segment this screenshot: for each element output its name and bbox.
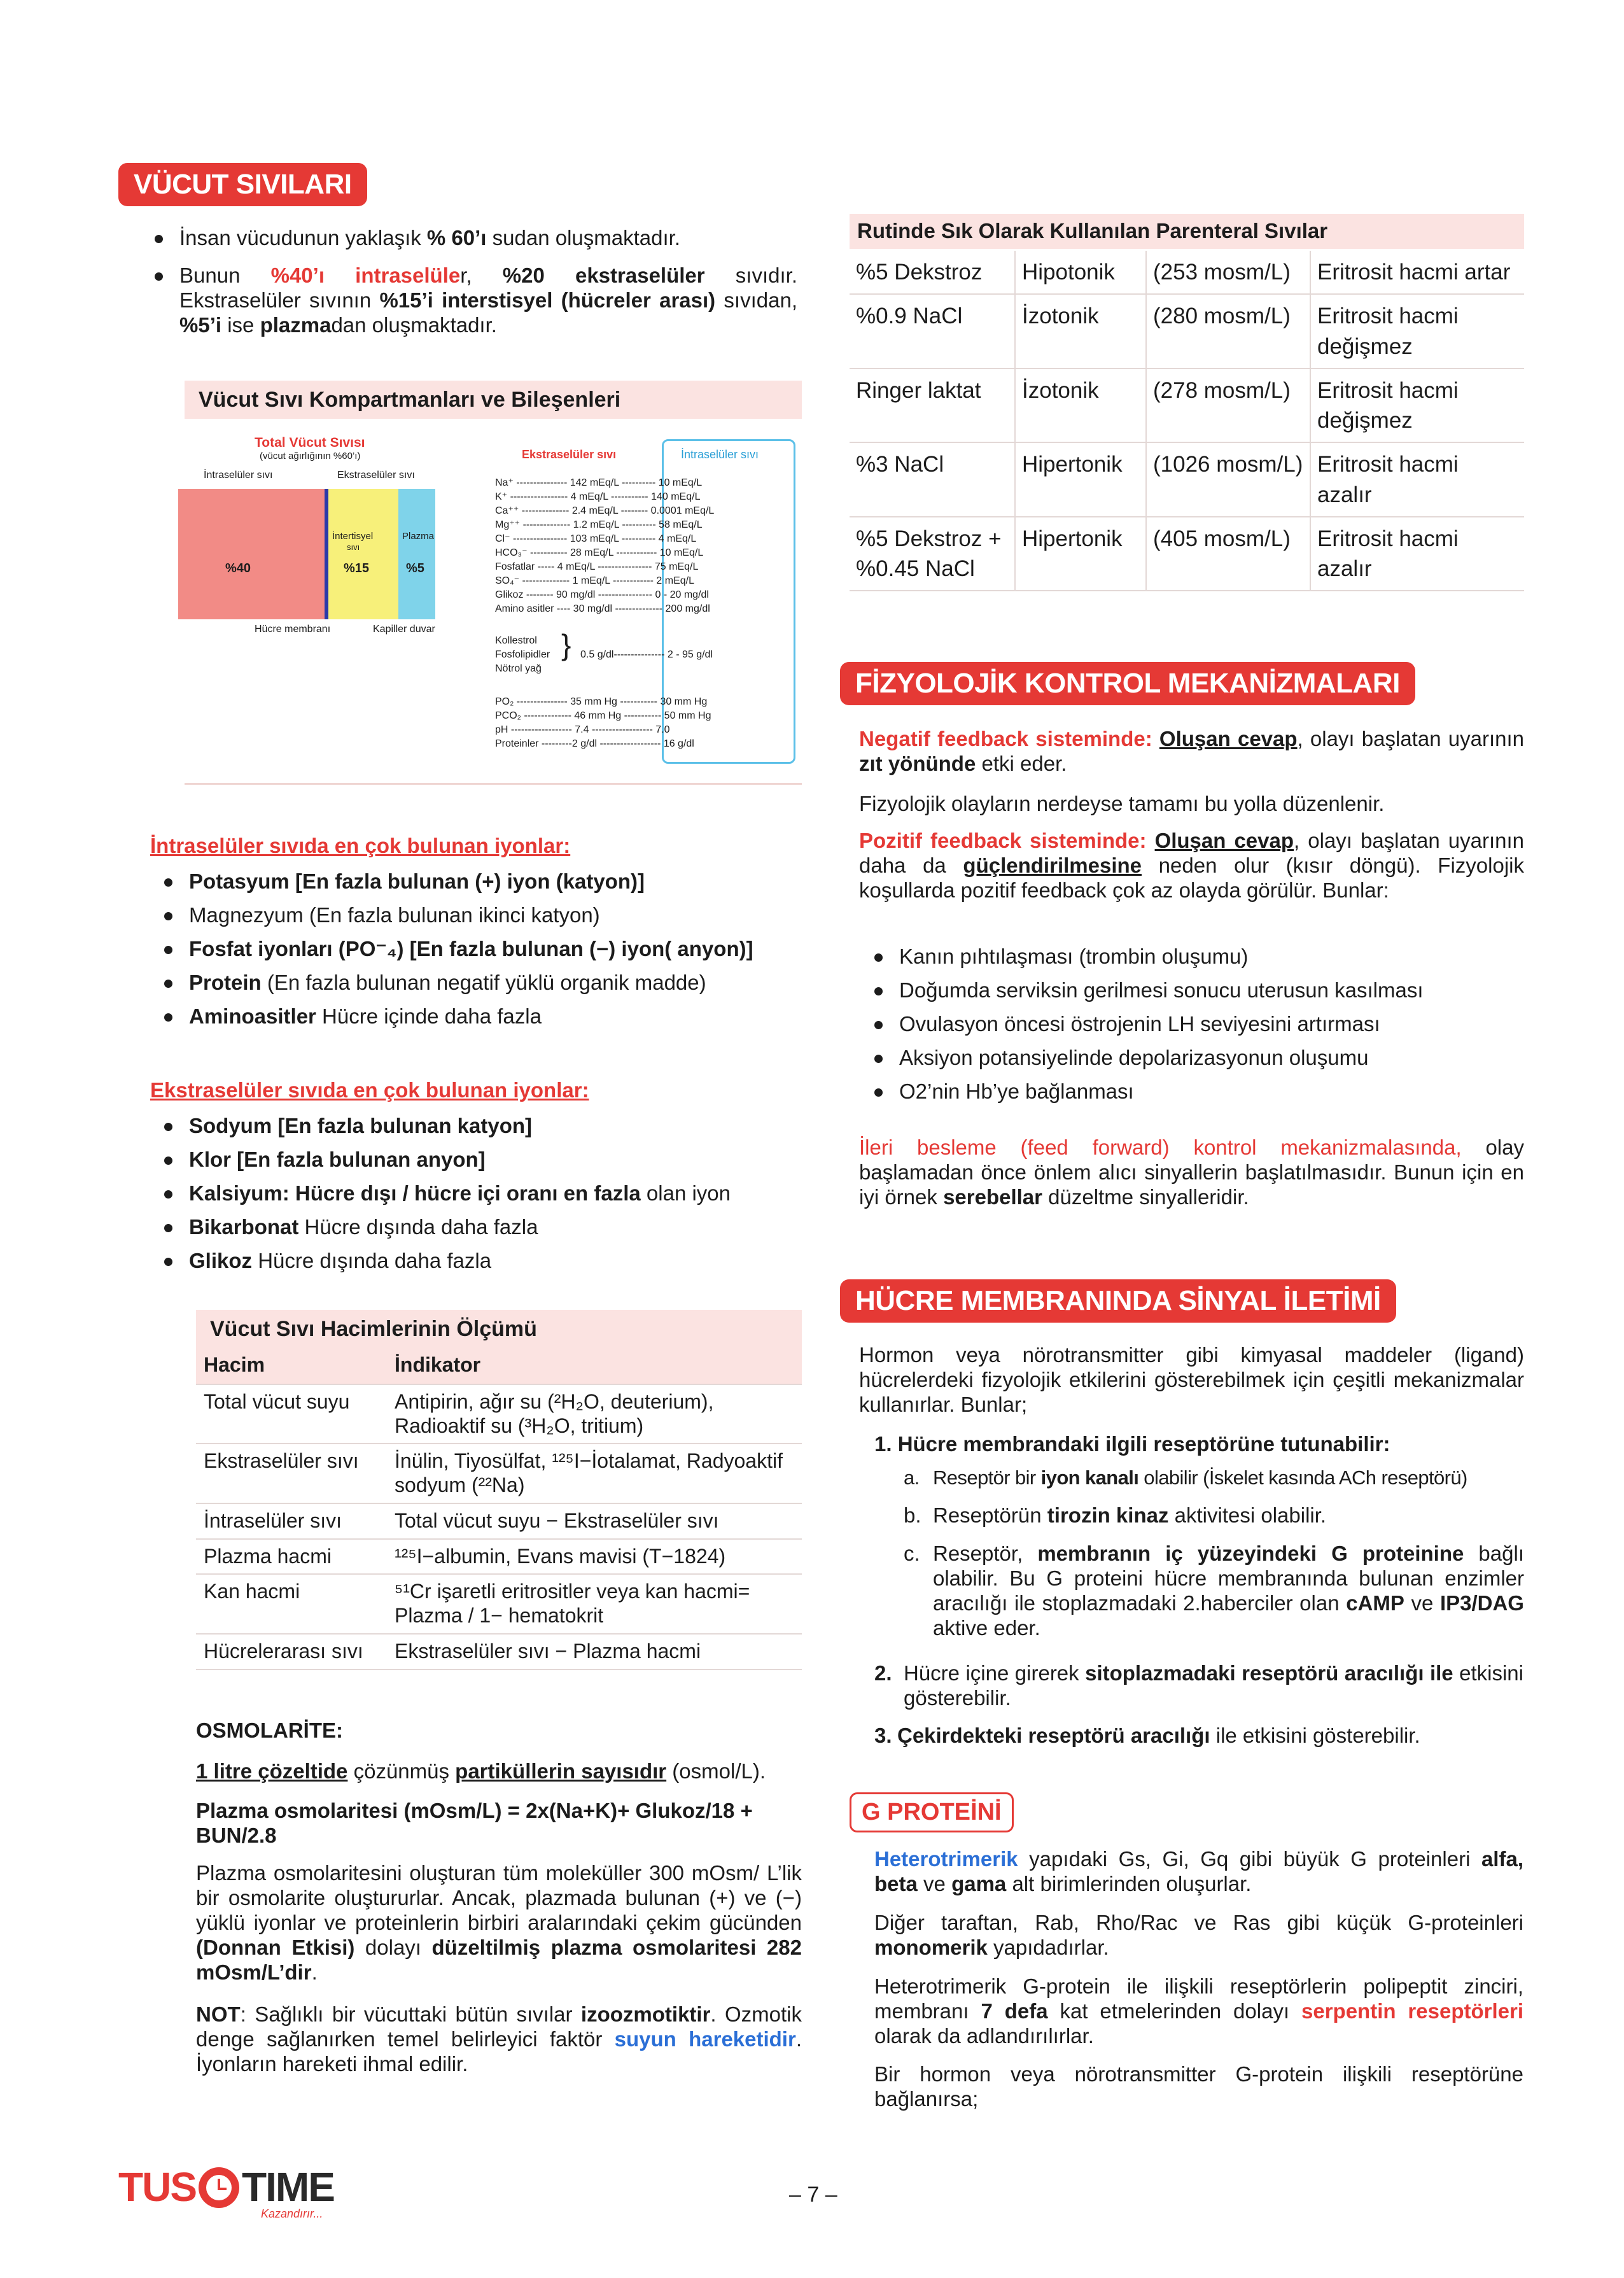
logo-text-time: TIME: [242, 2164, 334, 2211]
fig-col-extra: Ekstraselüler sıvı: [522, 448, 617, 461]
table-cell: Antipirin, ağır su (²H₂O, deuterium), Radioaktif su (³H₂O, tritium): [387, 1384, 802, 1444]
clock-icon: [199, 2167, 239, 2208]
table-cell: Eritrosit hacmi değişmez: [1310, 369, 1524, 443]
gas-row: PO₂ --------------- 35 mm Hg ----------- 30 mm Hg: [495, 696, 708, 707]
ion-row: Ca⁺⁺ -------------- 2.4 mEq/L -------- 0.0001 mEq/L: [495, 505, 715, 516]
ion-row: Mg⁺⁺ -------------- 1.2 mEq/L ---------- 58 mEq/L: [495, 519, 703, 530]
signal-intro: Hormon veya nörotransmitter gibi kimyasal maddeler (ligand) hücrelerdeki fizyolojik etkilerini gösterebilmek için çeşitli mekanizmalar kullanırlar. Bunlar;: [859, 1343, 1524, 1416]
table-row: [850, 294, 1524, 369]
fig-p15: %15: [344, 561, 370, 575]
gas-row: pH ------------------ 7.4 ------------------ 7.0: [495, 724, 670, 735]
section-title-fizyolojik: FİZYOLOJİK KONTROL MEKANİZMALARI: [840, 662, 1415, 705]
table-cell: Total vücut suyu: [196, 1384, 387, 1444]
list-item: Klor [En fazla bulunan anyon]: [164, 1148, 807, 1172]
osmolarite-definition: 1 litre çözeltide çözünmüş partiküllerin sayısıdır (osmol/L).: [196, 1759, 766, 1783]
ion-row: Amino asitler ---- 30 mg/dl -------------- 200 mg/dl: [495, 603, 710, 614]
table-cell: Hücrelerarası sıvı: [196, 1634, 387, 1670]
plasma-block: [398, 489, 435, 619]
bullet-dot: [164, 1157, 172, 1165]
table-row: [196, 1503, 802, 1539]
logo-text-tus: TUS: [118, 2164, 196, 2211]
table-row: [850, 442, 1524, 517]
fig-capillary-label: Kapiller duvar: [373, 624, 435, 635]
table-cell: Hipertonik: [1015, 517, 1146, 591]
osmolarite-formula: Plazma osmolaritesi (mOsm/L) = 2x(Na+K)+ Glukoz/18 + BUN/2.8: [196, 1799, 753, 1847]
g-protein-p1: Heterotrimerik yapıdaki Gs, Gi, Gq gibi büyük G proteinleri alfa, beta ve gama alt birimlerinden oluşurlar.: [874, 1847, 1523, 1895]
list-item: Kalsiyum: Hücre dışı / hücre içi oranı en fazla olan iyon: [164, 1181, 807, 1206]
table-cell: Hipertonik: [1015, 442, 1146, 517]
fig-p40: %40: [225, 561, 251, 575]
extra-ions-heading: Ekstraselüler sıvıda en çok bulunan iyonlar:: [150, 1078, 589, 1102]
table-cell: (405 mosm/L): [1146, 517, 1310, 591]
table-row: [196, 1384, 802, 1444]
table-header-row: [196, 1347, 802, 1384]
bullet-dot: [164, 912, 172, 920]
table-cell: %0.9 NaCl: [850, 294, 1015, 369]
lipid-name: Nötrol yağ: [495, 663, 542, 674]
osmolarite-note: NOT: Sağlıklı bir vücuttaki bütün sıvılar izoozmotiktir. Ozmotik denge sağlanırken temel belirleyici faktör suyun hareketidir. İyonların hareketi ihmal edilir.: [196, 2002, 802, 2076]
bullet-dot: [164, 1123, 172, 1131]
fig-intra-label: İntraselüler sıvı: [204, 470, 273, 481]
table-cell: ⁵¹Cr işaretli eritrositler veya kan hacmi= Plazma / 1− hematokrit: [387, 1574, 802, 1634]
table-cell: Eritrosit hacmi azalır: [1310, 442, 1524, 517]
bullet-item: Bunun %40’ı intraselüler, %20 ekstraselüler sıvıdır. Ekstraselüler sıvının %15’i interstisyel (hücreler arası) sıvıdan, %5’i ise plazmadan oluşmaktadır.: [155, 264, 797, 338]
list-item: Aminoasitler Hücre içinde daha fazla: [164, 1004, 807, 1029]
fig-total-label: Total Vücut Sıvısı: [255, 435, 365, 450]
table-cell: Plazma hacmi: [196, 1539, 387, 1575]
table-cell: İnülin, Tiyosülfat, ¹²⁵I−İotalamat, Radyoaktif sodyum (²²Na): [387, 1444, 802, 1503]
list-item: Sodyum [En fazla bulunan katyon]: [164, 1114, 807, 1139]
ion-row: K⁺ ----------------- 4 mEq/L ----------- 140 mEq/L: [495, 491, 701, 502]
signal-item-2: 2. Hücre içine girerek sitoplazmadaki reseptörü aracılığı ile etkisini gösterebilir.: [874, 1661, 1523, 1710]
bullet-dot: [164, 878, 172, 887]
table-cell: Hipotonik: [1015, 251, 1146, 294]
table-row: [196, 1539, 802, 1575]
lipid-name: Kollestrol: [495, 635, 537, 646]
parenteral-table: [850, 251, 1524, 591]
gas-row: Proteinler ---------2 g/dl ------------------ 16 g/dl: [495, 738, 694, 749]
intra-ions-list: [164, 869, 807, 1038]
feed-forward: İleri besleme (feed forward) kontrol mekanizmalasında, olay başlamadan önce önlem alıcı sinyallerin başlatılmasıdır. Bunun için en iyi örnek serebellar düzeltme sinyalleridir.: [859, 1135, 1524, 1209]
table-row: [196, 1444, 802, 1503]
bullet-dot: [874, 1055, 883, 1063]
table-cell: Ekstraselüler sıvı − Plazma hacmi: [387, 1634, 802, 1670]
lipid-name: Fosfolipidler: [495, 649, 550, 660]
signal-item-1: 1. Hücre membrandaki ilgili reseptörüne tutunabilir:: [874, 1432, 1390, 1456]
g-protein-p4: Bir hormon veya nörotransmitter G-protein ilişkili reseptörüne bağlanırsa;: [874, 2062, 1523, 2111]
table-cell: Eritrosit hacmi artar: [1310, 251, 1524, 294]
bullet-dot: [874, 987, 883, 995]
list-item: Aksiyon potansiyelinde depolarizasyonun oluşumu: [874, 1046, 1523, 1071]
list-item: O2’nin Hb’ye bağlanması: [874, 1079, 1523, 1104]
section-title-sinyal: HÜCRE MEMBRANINDA SİNYAL İLETİMİ: [840, 1279, 1396, 1323]
table-header-cell: İndikator: [387, 1347, 802, 1384]
table-cell: İntraselüler sıvı: [196, 1503, 387, 1539]
section-title-vucut-sivilari: VÜCUT SIVILARI: [118, 163, 367, 206]
table-cell: Total vücut suyu − Ekstraselüler sıvı: [387, 1503, 802, 1539]
osmolarite-paragraph: Plazma osmolaritesini oluşturan tüm moleküller 300 mOsm/ L’lik bir osmolarite oluştururlar. Ancak, plazmada bulunan (+) ve (−) yüklü iyonlar ve proteinlerin birbiri aralarındaki çekim gücünden (Donnan Etkisi) dolayı düzeltilmiş plazma osmolaritesi 282 mOsm/L’dir.: [196, 1861, 802, 1984]
signal-item-3: 3. Çekirdekteki reseptörü aracılığı ile etkisini gösterebilir.: [874, 1724, 1420, 1747]
bullet-dot: [164, 1190, 172, 1199]
figure-divider: [185, 783, 802, 785]
table-cell: Kan hacmi: [196, 1574, 387, 1634]
table-cell: %3 NaCl: [850, 442, 1015, 517]
table-row: [196, 1634, 802, 1670]
section-title-g-proteini: G PROTEİNİ: [850, 1792, 1014, 1832]
fig-plazma: Plazma: [402, 531, 435, 542]
page-number: – 7 –: [789, 2183, 837, 2207]
volume-table-title: Vücut Sıvı Hacimlerinin Ölçümü: [196, 1310, 802, 1348]
table-row: [196, 1574, 802, 1634]
figure-title: Vücut Sıvı Kompartmanları ve Bileşenleri: [185, 381, 802, 419]
table-row: [850, 517, 1524, 591]
fig-membrane-label: Hücre membranı: [255, 624, 331, 635]
table-cell: Ekstraselüler sıvı: [196, 1444, 387, 1503]
fig-total-sub: (vücut ağırlığının %60’ı): [260, 451, 361, 461]
ion-row: Na⁺ --------------- 142 mEq/L ---------- 10 mEq/L: [495, 477, 703, 488]
fig-col-intra: İntraselüler sıvı: [681, 448, 759, 461]
list-item: Bikarbonat Hücre dışında daha fazla: [164, 1215, 807, 1240]
signal-item-b: b. Reseptörün tirozin kinaz aktivitesi olabilir.: [904, 1503, 1327, 1527]
table-cell: (280 mosm/L): [1146, 294, 1310, 369]
g-protein-p3: Heterotrimerik G-protein ile ilişkili reseptörlerin polipeptit zinciri, membranı 7 defa kat etmelerinden dolayı serpentin reseptörleri olarak da adlandırılırlar.: [874, 1974, 1524, 2048]
fig-extra-label: Ekstraselüler sıvı: [337, 470, 415, 481]
bullet-dot: [164, 1258, 172, 1266]
volume-table: [196, 1347, 802, 1670]
negative-feedback: Negatif feedback sisteminde: Oluşan cevap, olayı başlatan uyarının zıt yönünde etki eder.: [859, 727, 1524, 775]
table-cell: Ringer laktat: [850, 369, 1015, 443]
table-cell: %5 Dekstroz: [850, 251, 1015, 294]
bullet-dot: [164, 946, 172, 954]
parenteral-table-title: Rutinde Sık Olarak Kullanılan Parenteral Sıvılar: [850, 214, 1524, 249]
table-cell: (253 mosm/L): [1146, 251, 1310, 294]
fig-inter: İntertisyel: [332, 531, 374, 542]
bullet-dot: [164, 1013, 172, 1022]
ion-row: Glikoz -------- 90 mg/dl ---------------- 0 - 20 mg/dl: [495, 589, 709, 600]
ion-row: SO₄⁻ -------------- 1 mEq/L ------------ 2 mEq/L: [495, 575, 694, 586]
lipid-brace: }: [561, 628, 571, 661]
fig-p5: %5: [406, 561, 424, 575]
extra-ions-list: [164, 1114, 807, 1283]
list-item: Potasyum [En fazla bulunan (+) iyon (katyon)]: [164, 869, 807, 894]
intra-block: [178, 489, 325, 619]
fluid-compartment-figure: [172, 425, 802, 775]
table-cell: (1026 mosm/L): [1146, 442, 1310, 517]
list-item: Protein (En fazla bulunan negatif yüklü organik madde): [164, 971, 807, 995]
bullet-dot: [155, 235, 163, 243]
bullet-dot: [874, 1088, 883, 1097]
table-cell: Eritrosit hacmi azalır: [1310, 517, 1524, 591]
g-protein-p2: Diğer taraftan, Rab, Rho/Rac ve Ras gibi küçük G-proteinleri monomerik yapıdadırlar.: [874, 1911, 1523, 1959]
table-cell: İzotonik: [1015, 369, 1146, 443]
parenteral-table-body: [850, 251, 1524, 591]
bullet-dot: [155, 272, 163, 281]
table-row: [850, 369, 1524, 443]
list-item: Doğumda serviksin gerilmesi sonucu uterusun kasılması: [874, 978, 1523, 1003]
table-cell: %5 Dekstroz + %0.45 NaCl: [850, 517, 1015, 591]
list-item: Fosfat iyonları (PO⁻₄) [En fazla bulunan (−) iyon( anyon)]: [164, 937, 807, 962]
list-item: Glikoz Hücre dışında daha fazla: [164, 1249, 807, 1274]
ion-row: HCO₃⁻ ----------- 28 mEq/L ------------ 10 mEq/L: [495, 547, 704, 558]
bullet-dot: [164, 980, 172, 988]
positive-feedback: Pozitif feedback sisteminde: Oluşan cevap, olayı başlatan uyarının daha da güçlendirilmesine neden olur (kısır döngü). Fizyolojik koşullarda pozitif feedback çok az olayda görülür. Bunlar:: [859, 829, 1525, 902]
lipid-value: 0.5 g/dl--------------- 2 - 95 g/dl: [580, 649, 713, 660]
ion-row: Cl⁻ ---------------- 103 mEq/L ---------- 4 mEq/L: [495, 533, 697, 544]
fizyolojik-note: Fizyolojik olayların nerdeyse tamamı bu yolla düzenlenir.: [859, 792, 1385, 815]
list-item: Kanın pıhtılaşması (trombin oluşumu): [874, 945, 1523, 969]
list-item: Ovulasyon öncesi östrojenin LH seviyesini artırması: [874, 1012, 1523, 1037]
list-item: Magnezyum (En fazla bulunan ikinci katyon): [164, 903, 807, 928]
table-cell: İzotonik: [1015, 294, 1146, 369]
logo-tagline: Kazandırır...: [261, 2207, 323, 2220]
bullet-dot: [874, 1021, 883, 1029]
bullet-dot: [164, 1224, 172, 1232]
intra-ions-heading: İntraselüler sıvıda en çok bulunan iyonlar:: [150, 834, 571, 857]
positive-feedback-list: [874, 945, 1523, 1113]
osmolarite-heading: OSMOLARİTE:: [196, 1719, 343, 1742]
bullet-dot: [874, 953, 883, 962]
table-cell: (278 mosm/L): [1146, 369, 1310, 443]
bullet-item: İnsan vücudunun yaklaşık % 60’ı sudan oluşmaktadır.: [155, 226, 797, 251]
table-cell: ¹²⁵I−albumin, Evans mavisi (T−1824): [387, 1539, 802, 1575]
signal-item-a: a. Reseptör bir iyon kanalı olabilir (İskelet kasında ACh reseptörü): [904, 1466, 1467, 1489]
table-header-cell: Hacim: [196, 1347, 387, 1384]
volume-table-body: [196, 1384, 802, 1670]
table-cell: Eritrosit hacmi değişmez: [1310, 294, 1524, 369]
ion-row: Fosfatlar ----- 4 mEq/L ---------------- 75 mEq/L: [495, 561, 699, 572]
signal-item-c: c. Reseptör, membranın iç yüzeyindeki G proteinine bağlı olabilir. Bu G proteini hücre membranında bulunan enzimler aracılığı ile stoplazmadaki 2.haberciler olan cAMP ve IP3/DAG aktive eder.: [904, 1542, 1524, 1640]
gas-row: PCO₂ -------------- 46 mm Hg ----------- 50 mm Hg: [495, 710, 711, 721]
fig-sivi: sıvı: [347, 542, 360, 552]
table-row: [850, 251, 1524, 294]
interstitial-block: [328, 489, 398, 619]
